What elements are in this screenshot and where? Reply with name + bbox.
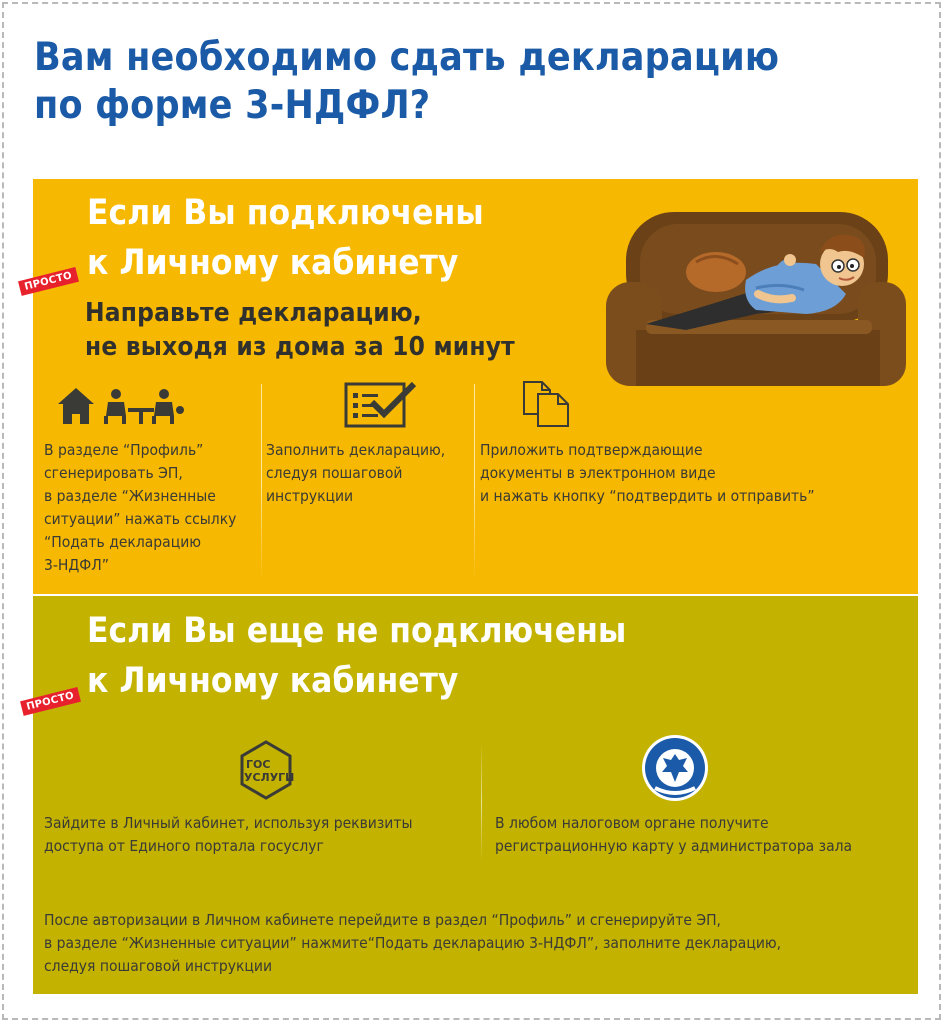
checklist-icon bbox=[344, 380, 418, 430]
not-connected-heading bbox=[87, 606, 626, 706]
documents-icon bbox=[522, 380, 576, 428]
page-title-line-1: Вам необходимо сдать декларацию bbox=[34, 35, 780, 80]
gosuslugi-logo-text-1: ГОС bbox=[246, 758, 271, 771]
connected-heading-line-1: Если Вы подключены bbox=[87, 193, 484, 233]
step-divider bbox=[474, 384, 475, 584]
simple-badge: ПРОСТО bbox=[20, 687, 81, 716]
step-1-line: сгенерировать ЭП, bbox=[44, 464, 183, 482]
step-1-line: ситуации” нажать ссылку bbox=[44, 510, 237, 528]
footer-line: в разделе “Жизненные ситуации” нажмите“Подать декларацию 3-НДФЛ”, заполните декларацию, bbox=[44, 934, 782, 952]
man-on-sofa-illustration bbox=[606, 202, 906, 388]
option-1-text bbox=[44, 812, 412, 858]
step-1-line: “Подать декларацию bbox=[44, 533, 201, 551]
connected-heading-line-2: к Личному кабинету bbox=[87, 243, 459, 283]
step-1-line: в разделе “Жизненные bbox=[44, 487, 216, 505]
option-1-line: Зайдите в Личный кабинет, используя реквизиты bbox=[44, 814, 413, 832]
page-title-line-2: по форме 3-НДФЛ? bbox=[34, 83, 431, 128]
fns-emblem-icon bbox=[641, 734, 709, 802]
not-connected-heading-line-2: к Личному кабинету bbox=[87, 661, 459, 701]
option-2-line: регистрационную карту у администратора зала bbox=[495, 837, 853, 855]
step-1-line: В разделе “Профиль” bbox=[44, 441, 204, 459]
option-2-line: В любом налоговом органе получите bbox=[495, 814, 769, 832]
step-3-line: и нажать кнопку “подтвердить и отправить” bbox=[480, 487, 815, 505]
page-title bbox=[34, 34, 779, 130]
step-divider bbox=[261, 384, 262, 584]
option-2-text bbox=[495, 812, 852, 858]
option-1-line: доступа от Единого портала госуслуг bbox=[44, 837, 324, 855]
step-1-text bbox=[44, 439, 236, 577]
gosuslugi-logo-text-2: УСЛУГИ bbox=[244, 771, 295, 784]
step-2-line: инструкции bbox=[266, 487, 354, 505]
connected-subheading-line-2: не выходя из дома за 10 минут bbox=[85, 332, 515, 362]
step-1-line: 3-НДФЛ” bbox=[44, 556, 110, 574]
connected-subheading-line-1: Направьте декларацию, bbox=[85, 298, 422, 328]
connected-heading bbox=[87, 188, 484, 288]
step-3-line: документы в электронном виде bbox=[480, 464, 716, 482]
step-2-line: Заполнить декларацию, bbox=[266, 441, 446, 459]
home-and-people-icon bbox=[56, 386, 186, 426]
step-2-line: следуя пошаговой bbox=[266, 464, 403, 482]
step-3-text bbox=[480, 439, 815, 508]
step-2-text bbox=[266, 439, 445, 508]
gosuslugi-logo bbox=[234, 738, 298, 802]
option-divider bbox=[481, 742, 482, 862]
footer-line: После авторизации в Личном кабинете перейдите в раздел “Профиль” и сгенерируйте ЭП, bbox=[44, 911, 721, 929]
not-connected-heading-line-1: Если Вы еще не подключены bbox=[87, 611, 627, 651]
connected-subheading bbox=[85, 296, 515, 364]
footer-line: следуя пошаговой инструкции bbox=[44, 957, 273, 975]
simple-badge: ПРОСТО bbox=[18, 267, 79, 296]
footer-instructions bbox=[44, 909, 781, 978]
step-3-line: Приложить подтверждающие bbox=[480, 441, 703, 459]
